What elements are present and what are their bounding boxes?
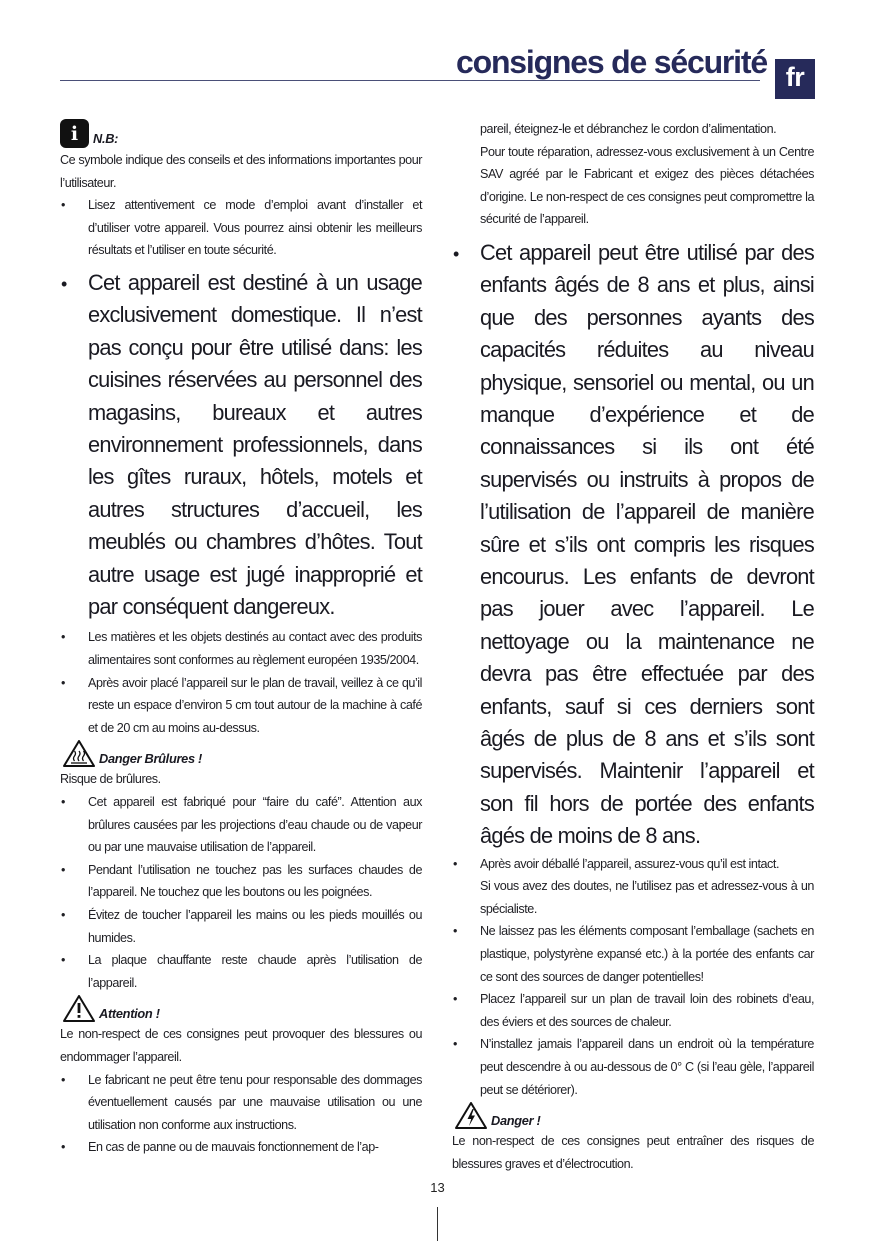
info-icon: i	[60, 119, 89, 148]
attention-label: Attention !	[99, 1006, 160, 1022]
burn-item: • Cet appareil est fabriqué pour “faire du café”. Attention aux brûlures causées par les projections d’eau chaude ou de vapeur ou par une mauvaise utilisation de l’appareil.	[60, 791, 422, 859]
burn-item: • Pendant l’utilisation ne touchez pas les surfaces chaudes de l’appareil. Ne touchez que les boutons ou les poignées.	[60, 859, 422, 904]
danger-heading	[452, 1101, 814, 1130]
packaging-item: • Ne laissez pas les éléments composant l’emballage (sachets en plastique, polystyrène expansé etc.) à la portée des enfants car ce sont des sources de danger potentielles!	[452, 920, 814, 988]
electric-danger-icon	[454, 1101, 488, 1130]
burn-danger-heading	[60, 739, 422, 768]
left-column	[60, 118, 422, 1159]
language-badge: fr	[775, 59, 815, 99]
right-column	[452, 118, 814, 1175]
placement-item: • Placez l’appareil sur un plan de travail loin des robinets d’eau, des éviers et des sources de chaleur.	[452, 988, 814, 1033]
nb-label: N.B:	[93, 131, 119, 146]
footer-line	[437, 1207, 438, 1241]
freezing-item: • N’installez jamais l’appareil dans un endroit où la température peut descendre à ou au-dessous de 0° C (si l’eau gèle, l’appareil peut se détériorer).	[452, 1033, 814, 1101]
nb-text: Ce symbole indique des conseils et des informations importantes pour l’utilisateur.	[60, 153, 422, 190]
danger-text: Le non-respect de ces consignes peut entraîner des risques de blessures graves et d’électrocution.	[452, 1134, 814, 1171]
unpack-item: • Après avoir déballé l’appareil, assurez-vous qu’il est intact.	[452, 853, 814, 876]
page-number: 13	[430, 1180, 445, 1195]
attention-heading	[60, 994, 422, 1023]
burn-item: • La plaque chauffante reste chaude après l’utilisation de l’appareil.	[60, 949, 422, 994]
domestic-use-warning: • Cet appareil est destiné à un usage exclusivement domestique. Il n’est pas conçu pour être utilisé dans: les cuisines réservées au personnel des magasins, bureaux et autres environnement professionnels, dans les gîtes ruraux, hôtels, motels et autres structures d’accueil, les meublés ou chambres d’hôtes. Tout autre usage est jugé inapproprié et par conséquent dangereux.	[60, 267, 422, 623]
burn-risk-text: Risque de brûlures.	[60, 772, 161, 787]
danger-label: Danger !	[491, 1113, 541, 1129]
burn-item: • Évitez de toucher l’appareil les mains ou les pieds mouillés ou humides.	[60, 904, 422, 949]
attention-item: • Le fabricant ne peut être tenu pour responsable des dommages éventuellement causés par une mauvaise utilisation ou une utilisation non conforme aux instructions.	[60, 1069, 422, 1137]
children-warning: • Cet appareil peut être utilisé par des enfants âgés de 8 ans et plus, ainsi que des personnes ayants des capacités réduites au niveau physique, sensoriel ou mental, ou un manque d’expérience et de connaissances si ils ont été supervisés ou instruits à propos de l’utilisation de l’appareil de manière sûre et s’ils ont compris les risques encourus. Les enfants de devront pas jouer avec l’appareil. Le nettoyage ou la maintenance ne devra pas être effectuée par des enfants, sauf si ces derniers sont âgés de plus de 8 ans et s’ils sont supervisés. Maintenir l’appareil et son fil hors de portée des enfants âgés de moins de 8 ans.	[452, 237, 814, 853]
page-title: consignes de sécurité	[456, 44, 767, 80]
food-contact-item: • Les matières et les objets destinés au contact avec des produits alimentaires sont conformes au règlement européen 1935/2004.	[60, 626, 422, 671]
burn-danger-label: Danger Brûlures !	[99, 751, 202, 767]
hot-surface-icon	[62, 739, 96, 768]
warning-icon	[62, 994, 96, 1023]
repair-text: Pour toute réparation, adressez-vous exclusivement à un Centre SAV agréé par le Fabricant et exigez des pièces détachées d’origine. Le non-respect de ces consignes peut compromettre la sécurité de l’appareil.	[480, 144, 814, 227]
nb-bullet: • Lisez attentivement ce mode d’emploi avant d’installer et d’utiliser votre appareil. Vous pourrez ainsi obtenir les meilleurs résultats et l’utiliser en toute sécurité.	[60, 194, 422, 262]
continued-text: pareil, éteignez-le et débranchez le cordon d’alimentation.	[480, 122, 777, 136]
attention-text: Le non-respect de ces consignes peut provoquer des blessures ou endommager l’appareil.	[60, 1027, 422, 1064]
doubt-text: Si vous avez des doutes, ne l’utilisez pas et adressez-vous à un spécialiste.	[480, 879, 814, 916]
nb-heading	[60, 118, 422, 148]
spacing-item: • Après avoir placé l’appareil sur le plan de travail, veillez à ce qu’il reste un espace d’environ 5 cm tout autour de la machine à café et de 20 cm au moins au-dessus.	[60, 672, 422, 740]
attention-item: • En cas de panne ou de mauvais fonctionnement de l’ap-	[60, 1136, 422, 1159]
